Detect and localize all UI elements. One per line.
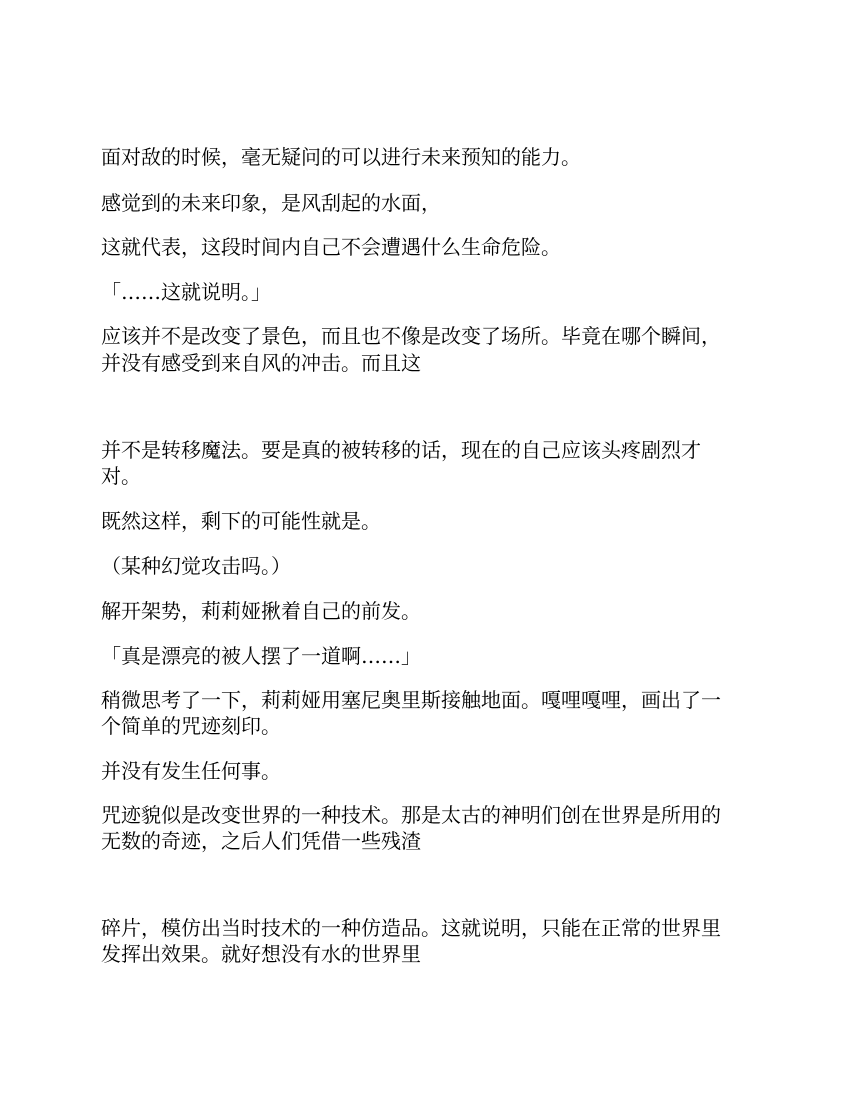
text-line-19: 发挥出效果。就好想没有水的世界里 [101, 942, 421, 966]
text-line-2: 感觉到的未来印象，是风刮起的水面， [101, 191, 441, 215]
text-line-7: 并不是转移魔法。要是真的被转移的话，现在的自己应该头疼剧烈才 [101, 438, 701, 462]
text-line-8: 对。 [101, 464, 141, 488]
text-line-9: 既然这样，剩下的可能性就是。 [101, 509, 381, 533]
text-line-10: （某种幻觉攻击吗。） [101, 554, 291, 578]
text-line-4: 「……这就说明。」 [101, 280, 271, 304]
text-line-12: 「真是漂亮的被人摆了一道啊……」 [101, 644, 421, 668]
text-line-5: 应该并不是改变了景色，而且也不像是改变了场所。毕竟在哪个瞬间， [101, 324, 721, 348]
text-line-17: 无数的奇迹，之后人们凭借一些残渣 [101, 829, 421, 853]
text-line-15: 并没有发生任何事。 [101, 759, 281, 783]
text-line-3: 这就代表，这段时间内自己不会遭遇什么生命危险。 [101, 235, 561, 259]
text-line-1: 面对敌的时候，毫无疑问的可以进行未来预知的能力。 [101, 145, 581, 169]
text-line-11: 解开架势，莉莉娅揪着自己的前发。 [101, 599, 421, 623]
text-line-13: 稍微思考了一下，莉莉娅用塞尼奥里斯接触地面。嘎哩嘎哩，画出了一 [101, 688, 721, 712]
text-line-16: 咒迹貌似是改变世界的一种技术。那是太古的神明们创在世界是所用的 [101, 803, 721, 827]
text-line-6: 并没有感受到来自风的冲击。而且这 [101, 351, 421, 375]
text-line-14: 个简单的咒迹刻印。 [101, 714, 281, 738]
text-line-18: 碎片，模仿出当时技术的一种仿造品。这就说明，只能在正常的世界里 [101, 916, 721, 940]
